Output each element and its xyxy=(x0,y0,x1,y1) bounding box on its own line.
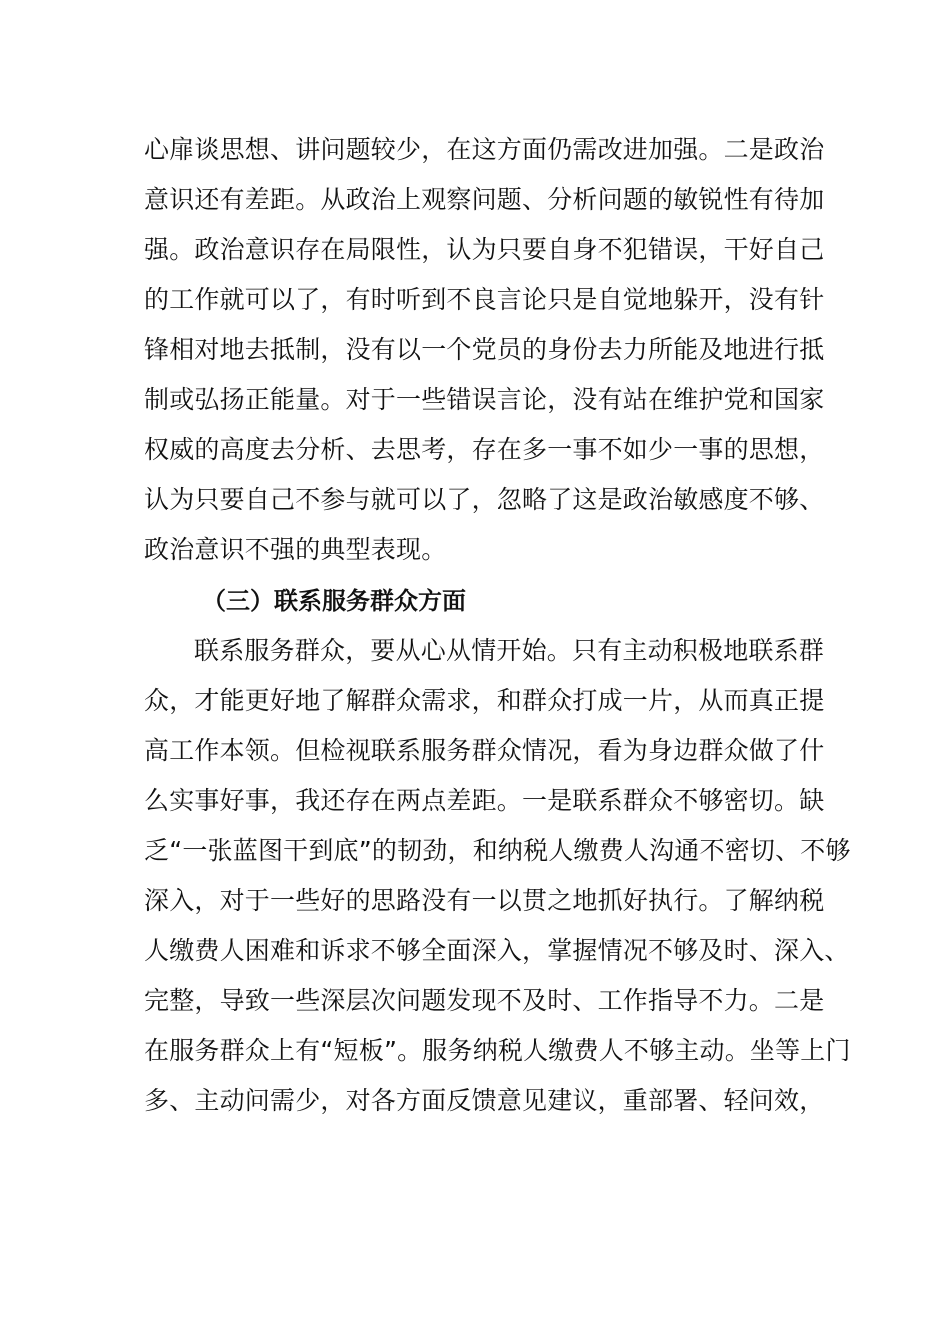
paragraph-1-line-3: 强。政治意识存在局限性，认为只要自身不犯错误，干好自己 xyxy=(144,235,825,264)
paragraph-1-line-4: 的工作就可以了，有时听到不良言论只是自觉地躲开，没有针 xyxy=(144,285,825,314)
section-heading: （三）联系服务群众方面 xyxy=(202,587,466,615)
paragraph-2-line-9: 在服务群众上有“短板”。服务纳税人缴费人不够主动。坐等上门 xyxy=(144,1036,851,1065)
paragraph-2-line-3: 高工作本领。但检视联系服务群众情况，看为身边群众做了什 xyxy=(144,736,825,765)
paragraph-1-line-2: 意识还有差距。从政治上观察问题、分析问题的敏锐性有待加 xyxy=(144,185,825,214)
paragraph-2-line-4: 么实事好事，我还存在两点差距。一是联系群众不够密切。缺 xyxy=(144,786,825,815)
paragraph-2-line-8: 完整，导致一些深层次问题发现不及时、工作指导不力。二是 xyxy=(144,986,825,1015)
paragraph-2-line-1: 联系服务群众，要从心从情开始。只有主动积极地联系群 xyxy=(194,636,825,665)
paragraph-1-line-6: 制或弘扬正能量。对于一些错误言论，没有站在维护党和国家 xyxy=(144,385,825,414)
paragraph-1-line-8: 认为只要自己不参与就可以了，忽略了这是政治敏感度不够、 xyxy=(144,485,825,514)
paragraph-2-line-6: 深入，对于一些好的思路没有一以贯之地抓好执行。了解纳税 xyxy=(144,886,825,915)
paragraph-2-line-5: 乏“一张蓝图干到底”的韧劲，和纳税人缴费人沟通不密切、不够 xyxy=(144,836,851,865)
paragraph-1-line-5: 锋相对地去抵制，没有以一个党员的身份去力所能及地进行抵 xyxy=(144,335,825,364)
paragraph-2-line-10: 多、主动问需少，对各方面反馈意见建议，重部署、轻问效， xyxy=(144,1086,825,1115)
paragraph-1-line-9: 政治意识不强的典型表现。 xyxy=(144,535,447,564)
paragraph-2-line-2: 众，才能更好地了解群众需求，和群众打成一片，从而真正提 xyxy=(144,686,825,715)
paragraph-1-line-7: 权威的高度去分析、去思考，存在多一事不如少一事的思想， xyxy=(144,435,825,464)
paragraph-1-line-1: 心扉谈思想、讲问题较少，在这方面仍需改进加强。二是政治 xyxy=(144,135,825,164)
paragraph-2-line-7: 人缴费人困难和诉求不够全面深入，掌握情况不够及时、深入、 xyxy=(144,936,850,965)
